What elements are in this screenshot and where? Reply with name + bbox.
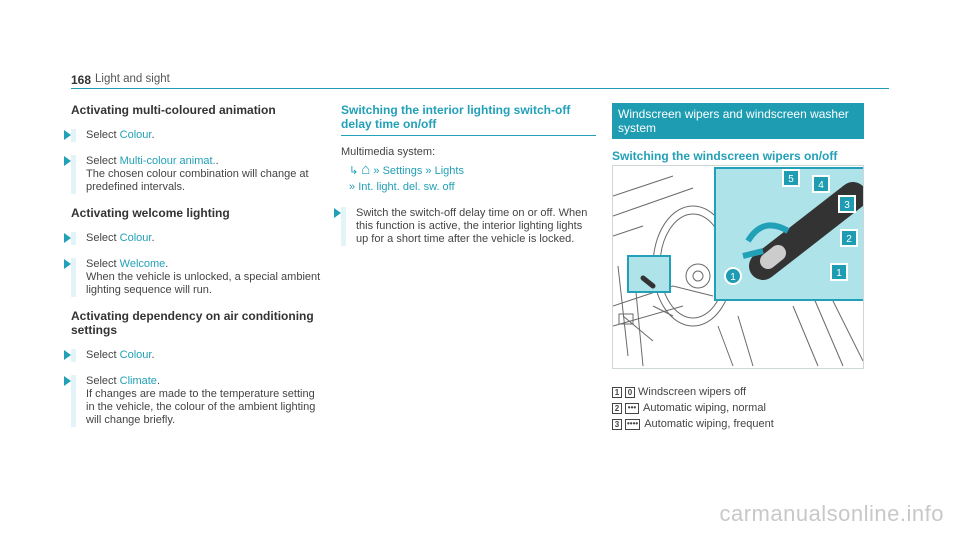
step-arrow-icon [334,208,341,218]
callout-2-icon [841,230,857,246]
column-ambient-lighting [71,103,321,427]
path-arrow-icon: » [373,165,383,177]
step-arrow-icon [64,376,71,386]
callout-1-icon [725,268,741,284]
legend-row-2 [612,400,872,416]
legend-row-3 [612,416,872,432]
menu-path [341,163,596,178]
svg-text:3: 3 [844,200,850,211]
stalk-detail-box [628,256,670,292]
legend-text: Automatic wiping, normal [643,402,766,414]
step-text: Switch the switch-off delay time on or off. When this function is active, the interior lighting lights up for a short time after the vehicle is locked. [356,207,588,245]
section-title-interior-delay: Switching the interior lighting switch-off delay time on/off [341,103,596,136]
legend-number-icon: 3 [612,419,622,430]
step-arrow-icon [64,259,71,269]
svg-text:1: 1 [730,272,736,283]
page-number: 168 [71,73,92,87]
path-int-light-delay[interactable]: Int. light. del. sw. off [358,181,455,193]
wiper-illustration [612,165,864,369]
svg-text:5: 5 [788,174,794,185]
path-settings[interactable]: Settings [382,165,423,177]
link-colour[interactable]: Colour [119,129,152,141]
step-select-welcome: Select Welcome. When the vehicle is unlocked, a special ambient lighting sequence will run. [71,258,321,297]
callout-1-lower-icon [831,264,847,280]
wiper-legend [612,384,872,432]
menu-path-2 [341,181,596,194]
wiper-off-symbol-icon: 0 [625,387,635,398]
step-select-colour-1: Select Colour. [71,129,321,142]
section-banner-wipers: Windscreen wipers and windscreen washer system [612,103,864,139]
section-title-welcome: Activating welcome lighting [71,206,230,220]
step-select-climate: Select Climate. If changes are made to the temperature setting in the vehicle, the colour of the ambient lighting will change briefly. [71,375,321,427]
link-multi-colour-animat[interactable]: Multi-colour animat. [119,155,216,167]
legend-text: Automatic wiping, frequent [644,418,774,430]
path-lights[interactable]: Lights [434,165,464,177]
section-title-climate: Activating dependency on air conditioning settings [71,309,314,337]
path-start-icon: ↳ [349,165,359,177]
path-arrow-icon: » [349,181,359,193]
step-arrow-icon [64,130,71,140]
column-wipers [612,103,864,167]
wiper-drawing [613,166,864,369]
callout-3-icon [839,196,855,212]
link-climate[interactable]: Climate [119,375,157,387]
step-select-colour-2: Select Colour. [71,232,321,245]
multimedia-system-label: Multimedia system: [341,146,436,158]
page-section-title: Light and sight [95,73,170,85]
step-note: When the vehicle is unlocked, a special ambient lighting sequence will run. [86,271,321,296]
column-interior-delay [341,103,596,246]
svg-text:4: 4 [818,180,824,191]
legend-number-icon: 1 [612,387,622,398]
wiper-frequent-symbol-icon: •••• [627,418,639,428]
home-icon[interactable]: ⌂ [361,161,371,178]
watermark: carmanualsonline.info [719,501,944,526]
step-switch-delay [341,207,596,246]
svg-text:2: 2 [846,234,852,245]
callout-4-icon [813,176,829,192]
svg-text:1: 1 [836,268,842,279]
step-note: The chosen colour combination will change at predefined intervals. [86,168,309,193]
link-colour[interactable]: Colour [119,232,152,244]
section-title-multicolour: Activating multi-coloured animation [71,103,276,117]
wiper-normal-symbol-icon: ••• [625,403,639,414]
step-select-multicolour: Select Multi-colour animat.. The chosen colour combination will change at predefined intervals. [71,155,321,194]
legend-number-icon: 2 [612,403,622,414]
step-select-colour-3: Select Colour. [71,349,321,362]
legend-text: Windscreen wipers off [638,386,747,398]
link-welcome[interactable]: Welcome [119,258,166,270]
page-header [71,71,889,89]
callout-5-icon [783,170,799,186]
link-colour[interactable]: Colour [119,349,152,361]
legend-row-1 [612,384,872,400]
step-note: If changes are made to the temperature setting in the vehicle, the colour of the ambient lighting will change briefly. [86,388,316,426]
step-arrow-icon [64,350,71,360]
step-arrow-icon [64,156,71,166]
path-arrow-icon: » [425,165,435,177]
section-subtitle-wipers: Switching the windscreen wipers on/off [612,149,864,167]
step-arrow-icon [64,233,71,243]
